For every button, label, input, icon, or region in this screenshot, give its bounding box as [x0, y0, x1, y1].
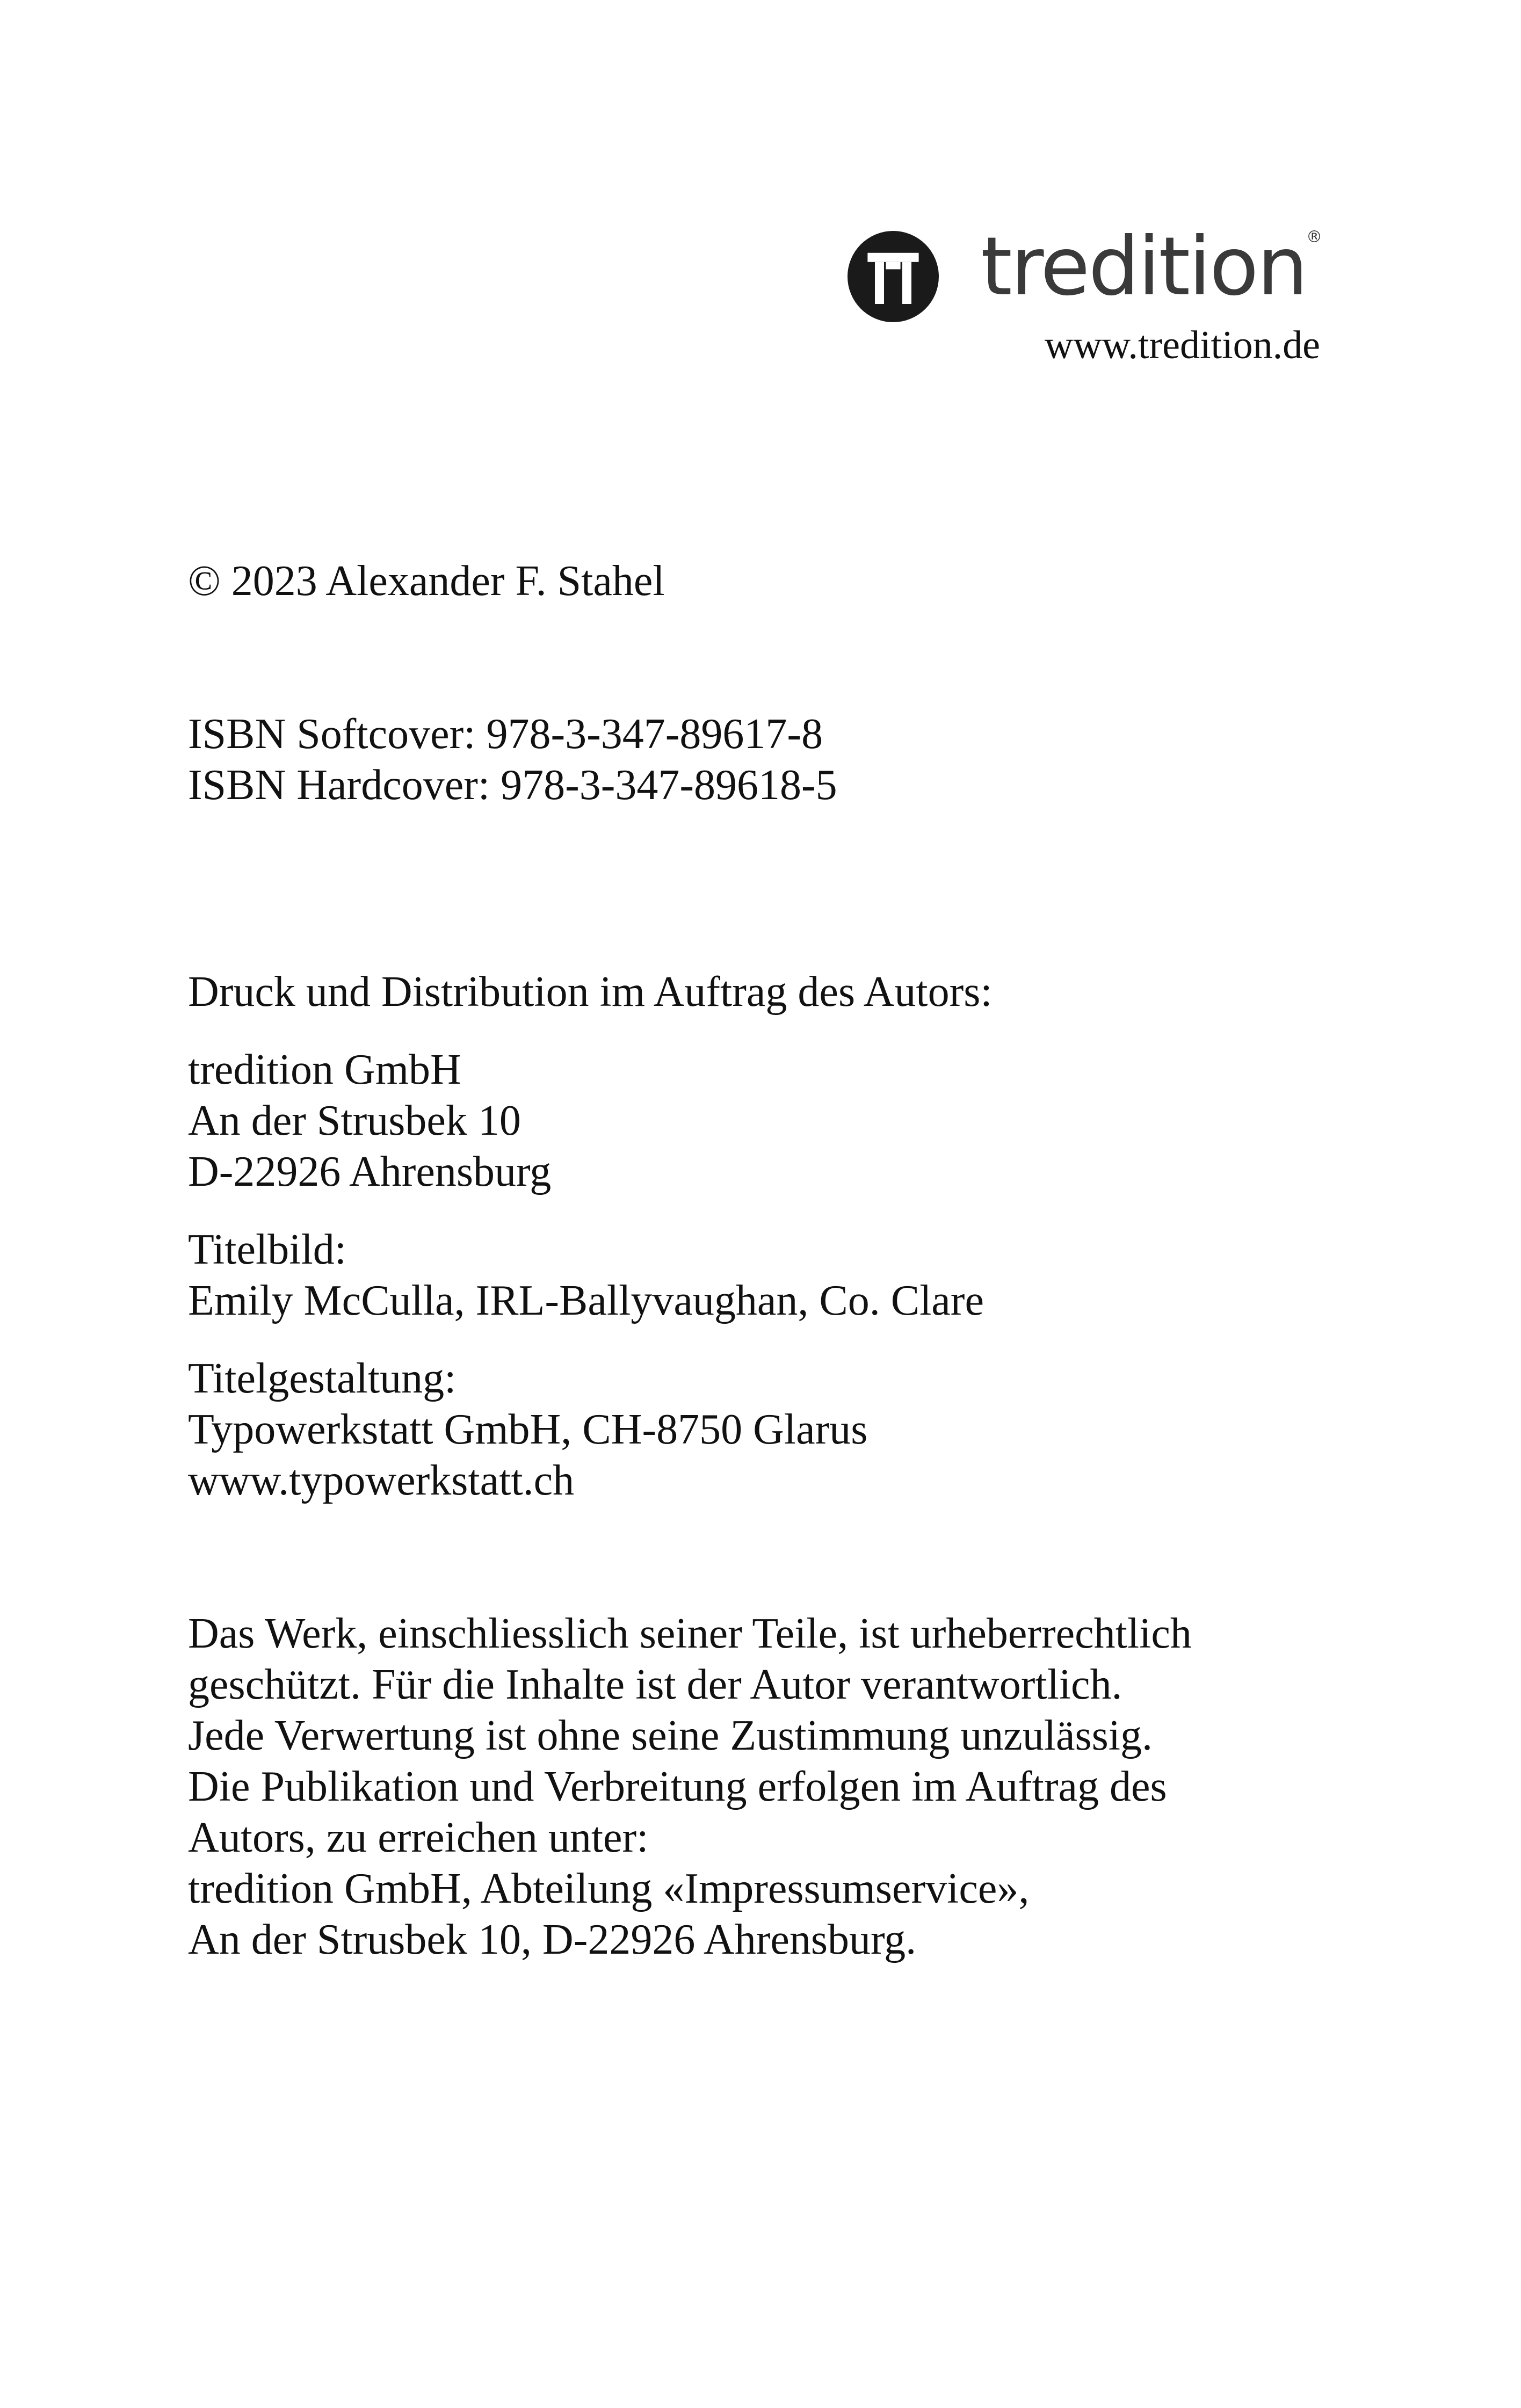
imprint-text — [188, 556, 1343, 1965]
legal-line: An der Strusbek 10, D-22926 Ahrensburg. — [188, 1916, 917, 1963]
address-line: tredition GmbH — [188, 1046, 461, 1093]
printer-address — [188, 1045, 1343, 1198]
legal-line: Die Publikation und Verbreitung erfolgen im Auftrag des — [188, 1763, 1167, 1810]
cover-design-label: Titelgestaltung: — [188, 1355, 457, 1402]
tredition-logo-icon — [848, 231, 939, 322]
cover-image-credit — [188, 1224, 1343, 1326]
logo-wordmark: tredition — [981, 220, 1307, 314]
isbn-block — [188, 709, 1343, 811]
printing-intro: Druck und Distribution im Auftrag des Autors: — [188, 968, 993, 1016]
isbn-softcover: ISBN Softcover: 978-3-347-89617-8 — [188, 710, 823, 758]
address-line: An der Strusbek 10 — [188, 1097, 521, 1144]
legal-line: Autors, zu erreichen unter: — [188, 1814, 649, 1861]
legal-notice — [188, 1608, 1343, 1965]
legal-line: tredition GmbH, Abteilung «Impressumservice», — [188, 1865, 1030, 1912]
cover-image-artist: Emily McCulla, IRL-Ballyvaughan, Co. Clare — [188, 1277, 984, 1324]
legal-line: Jede Verwertung ist ohne seine Zustimmung unzulässig. — [188, 1712, 1153, 1759]
cover-design-url: www.typowerkstatt.ch — [188, 1457, 575, 1504]
registered-mark: ® — [1306, 228, 1322, 246]
cover-design-studio: Typowerkstatt GmbH, CH-8750 Glarus — [188, 1406, 868, 1453]
address-line: D-22926 Ahrensburg — [188, 1148, 552, 1195]
legal-line: Das Werk, einschliesslich seiner Teile, ist urheberrechtlich — [188, 1610, 1192, 1657]
publisher-logo — [848, 220, 1322, 381]
cover-image-label: Titelbild: — [188, 1226, 346, 1273]
isbn-hardcover: ISBN Hardcover: 978-3-347-89618-5 — [188, 761, 837, 809]
copyright-line: © 2023 Alexander F. Stahel — [188, 557, 665, 605]
cover-design-credit — [188, 1353, 1343, 1506]
publisher-url: www.tredition.de — [1044, 323, 1320, 367]
legal-line: geschützt. Für die Inhalte ist der Autor verantwortlich. — [188, 1661, 1122, 1708]
